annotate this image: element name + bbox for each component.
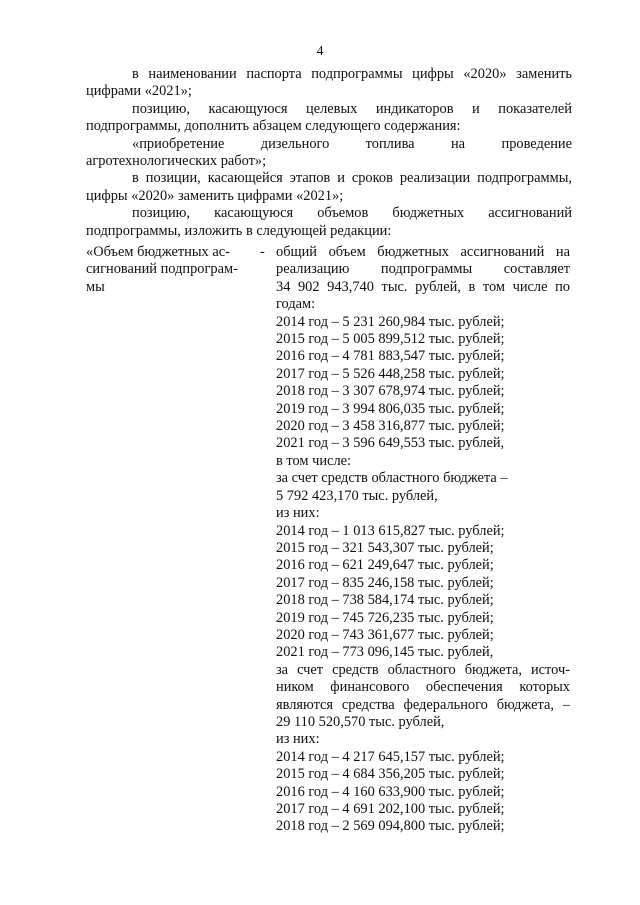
content-line: 2015 год – 4 684 356,205 тыс. рублей; xyxy=(276,766,505,783)
content-line: 34 902 943,740 тыс. рублей, в том числе по xyxy=(276,278,570,295)
page-number: 4 xyxy=(316,44,324,59)
paragraph: «приобретение дизельного топлива на проведение агротехнологических работ»; xyxy=(86,135,572,170)
position-title-line: мы xyxy=(86,278,105,295)
content-line: 2014 год – 1 013 615,827 тыс. рублей; xyxy=(276,522,505,539)
content-line: реализацию подпрограммы составляет xyxy=(276,261,570,278)
intro-text xyxy=(86,66,572,240)
content-line: 2018 год – 3 307 678,974 тыс. рублей; xyxy=(276,383,505,400)
content-line: 2017 год – 5 526 448,258 тыс. рублей; xyxy=(276,365,505,382)
content-line: за счет средств областного бюджета – xyxy=(276,470,508,487)
content-line: 2016 год – 621 249,647 тыс. рублей; xyxy=(276,557,494,574)
content-line: 29 110 520,570 тыс. рублей, xyxy=(276,713,445,730)
content-line: 2014 год – 5 231 260,984 тыс. рублей; xyxy=(276,313,505,330)
content-line: из них: xyxy=(276,505,320,522)
content-line: за счет средств областного бюджета, источ- xyxy=(276,661,570,678)
content-line: годам: xyxy=(276,296,316,313)
content-line: 2020 год – 743 361,677 тыс. рублей; xyxy=(276,626,494,643)
paragraph: позицию, касающуюся объемов бюджетных ассигнований подпрограммы, изложить в следующей редакции: xyxy=(86,205,572,239)
position-title xyxy=(86,244,251,296)
content-line: 5 792 423,170 тыс. рублей, xyxy=(276,487,438,504)
content-line: 2019 год – 3 994 806,035 тыс. рублей; xyxy=(276,400,505,417)
paragraph: позицию, касающуюся целевых индикаторов и показателей подпрограммы, дополнить абзацем следующего содержания: xyxy=(86,100,572,135)
content-line: 2017 год – 835 246,158 тыс. рублей; xyxy=(276,574,494,591)
content-line: 2021 год – 3 596 649,553 тыс. рублей, xyxy=(276,435,505,452)
position-title-line: сигнований подпрограм- xyxy=(86,261,238,278)
content-line: 2016 год – 4 781 883,547 тыс. рублей; xyxy=(276,348,505,365)
content-line: из них: xyxy=(276,731,320,748)
content-line: являются средства федерального бюджета, – xyxy=(276,696,570,713)
content-line: 2015 год – 5 005 899,512 тыс. рублей; xyxy=(276,331,505,348)
content-line: в том числе: xyxy=(276,452,352,469)
content-line: 2018 год – 738 584,174 тыс. рублей; xyxy=(276,592,494,609)
content-line: общий объем бюджетных ассигнований на xyxy=(276,244,570,260)
content-line: 2019 год – 745 726,235 тыс. рублей; xyxy=(276,609,494,626)
content-line: ником финансового обеспечения которых xyxy=(276,679,570,696)
content-line: 2021 год – 773 096,145 тыс. рублей, xyxy=(276,644,494,661)
content-line: 2016 год – 4 160 633,900 тыс. рублей; xyxy=(276,783,505,800)
paragraph: в позиции, касающейся этапов и сроков реализации подпрограммы, цифры «2020» заменить цифрами «2021»; xyxy=(86,170,572,204)
content-line: 2017 год – 4 691 202,100 тыс. рублей; xyxy=(276,801,505,817)
separator-dash: - xyxy=(260,244,265,260)
position-title-line: «Объем бюджетных ас- xyxy=(86,244,230,260)
paragraph: в наименовании паспорта подпрограммы цифры «2020» заменить цифрами «2021»; xyxy=(86,66,572,100)
content-line: 2020 год – 3 458 316,877 тыс. рублей; xyxy=(276,418,505,435)
content-line: 2018 год – 2 569 094,800 тыс. рублей; xyxy=(276,818,505,835)
content-line: 2015 год – 321 543,307 тыс. рублей; xyxy=(276,539,494,556)
position-content xyxy=(276,244,570,836)
content-line: 2014 год – 4 217 645,157 тыс. рублей; xyxy=(276,748,505,765)
